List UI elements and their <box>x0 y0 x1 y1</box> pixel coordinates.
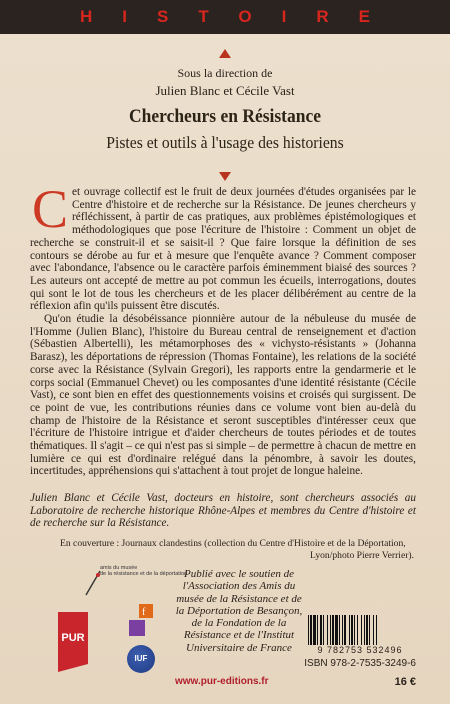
barcode-bar <box>323 615 324 645</box>
barcode-bar <box>308 615 309 645</box>
barcode-bar <box>310 615 312 645</box>
barcode-bar <box>327 615 328 645</box>
barcode-bar <box>357 615 358 645</box>
book-title: Chercheurs en Résistance <box>129 106 321 127</box>
barcode-bar <box>330 615 331 645</box>
amis-line1: amis du musée <box>100 565 138 571</box>
dropcap: C <box>32 179 69 239</box>
triangle-up-icon <box>219 49 231 58</box>
support-statement: Publié avec le soutien de l'Association des Amis du musée de la Résistance et de la Déportation de Besançon, de la Fondation de la Résistance et de l'Institut Universitaire de France <box>175 568 303 654</box>
blurb <box>30 179 416 478</box>
barcode-bar <box>351 615 353 645</box>
barcode-bar <box>361 615 362 645</box>
barcode-bar <box>369 615 370 645</box>
cover-credit-line1: En couverture : Journaux clandestins (collection du Centre d'Histoire et de la Déportation, <box>60 538 406 549</box>
barcode-bar <box>339 615 340 645</box>
series-label: HISTOIRE <box>80 7 400 26</box>
barcode-bar <box>373 615 374 645</box>
barcode-bar <box>332 615 334 645</box>
blurb-text-1: et ouvrage collectif est le fruit de deux journées d'études organisées par le Centre d'histoire et de recherche sur la Résistance. De jeunes chercheurs y réfléchissent, à partir de cas pratiques, aux problèmes épistémologiques et méthodologiques que pose l'écriture de l'histoire : Comment un objet de recherche se construit-il et se saisit-il ? Que faire lorsque la définition de ses contours se dérobe au fur et à mesure que l'enquête avance ? Comment composer avec l'abondance, l'absence ou le caractère parfois éminemment biaisé des sources ? Les auteurs ont accepté de mettre au pot commun les écueils, interrogations, doutes qui sont le lot de tous les chercheurs et de les placer délibérément au centre de la réflexion afin qu'ils puissent être discutés. <box>30 186 416 313</box>
publisher-url[interactable]: www.pur-editions.fr <box>175 676 269 687</box>
blurb-paragraph-1 <box>30 179 416 313</box>
barcode-bar <box>354 615 355 645</box>
iuf-logo: IUF <box>127 645 155 673</box>
authors-note: Julien Blanc et Cécile Vast, docteurs en histoire, sont chercheurs associés au Laboratoire de recherche historique Rhône-Alpes et membres du Centre d'histoire et de recherche sur la Résistance. <box>30 492 416 530</box>
barcode-bar <box>344 615 346 645</box>
direction-line: Sous la direction de <box>177 66 273 80</box>
barcode-bar <box>364 615 365 645</box>
svg-text:f: f <box>142 607 146 618</box>
triangle-down-icon <box>219 172 231 181</box>
blurb-paragraph-2: Qu'on étudie la désobéissance pionnière autour de la nébuleuse du musée de l'Homme (Julien Blanc), l'histoire du Bureau central de renseignement et d'action (Sébastien Albertelli), les métamorphoses des « vichysto-résistants » (Johanna Barasz), les déportations de répression (Thomas Fontaine), les relations de la société corse avec la Résistance (Sylvain Gregori), les rapports entre la gendarmerie et le corps social (Emmanuel Chevet) ou les composantes d'une identité résistante (Cécile Vast), ce sont bien en effet des questionnements voisins et croisés qui surgissent. De ce point de vue, les contributions réunies dans ce volume vont bien au-delà du champ de l'histoire de la Résistance et seront susceptibles d'intéresser ceux que l'écriture de l'histoire intrigue et d'aider chercheurs de toutes périodes et de toutes thématiques. Il s'agit – ce qui n'est pas si simple – de permettre à chacun de mettre en lumière ce qui est d'ordinaire relégué dans la pénombre, à savoir les doutes, incertitudes, appréhensions qui s'attachent à tout projet de longue haleine. <box>30 313 416 478</box>
barcode-bar <box>349 615 350 645</box>
barcode-bar <box>376 615 377 645</box>
barcode-bar <box>335 615 338 645</box>
barcode-number: 9 782753 532496 <box>317 645 403 655</box>
barcode-bar <box>366 615 368 645</box>
cover-credit <box>60 538 414 562</box>
book-subtitle: Pistes et outils à l'usage des historiens <box>106 133 344 152</box>
isbn: ISBN 978-2-7535-3249-6 <box>304 658 416 669</box>
barcode-bar <box>320 615 322 645</box>
barcode-bar <box>342 615 343 645</box>
barcode-bar <box>317 615 318 645</box>
series-header-bar <box>0 0 450 34</box>
barcode-bar <box>313 615 316 645</box>
amis-line2: de la résistance et de la déportation <box>100 571 188 577</box>
editors-names: Julien Blanc et Cécile Vast <box>155 83 295 98</box>
pur-logo: PUR <box>58 612 88 664</box>
price: 16 € <box>394 676 416 688</box>
cover-credit-line2: Lyon/photo Pierre Verrier). <box>310 550 414 561</box>
franche-comte-logo <box>125 604 157 638</box>
